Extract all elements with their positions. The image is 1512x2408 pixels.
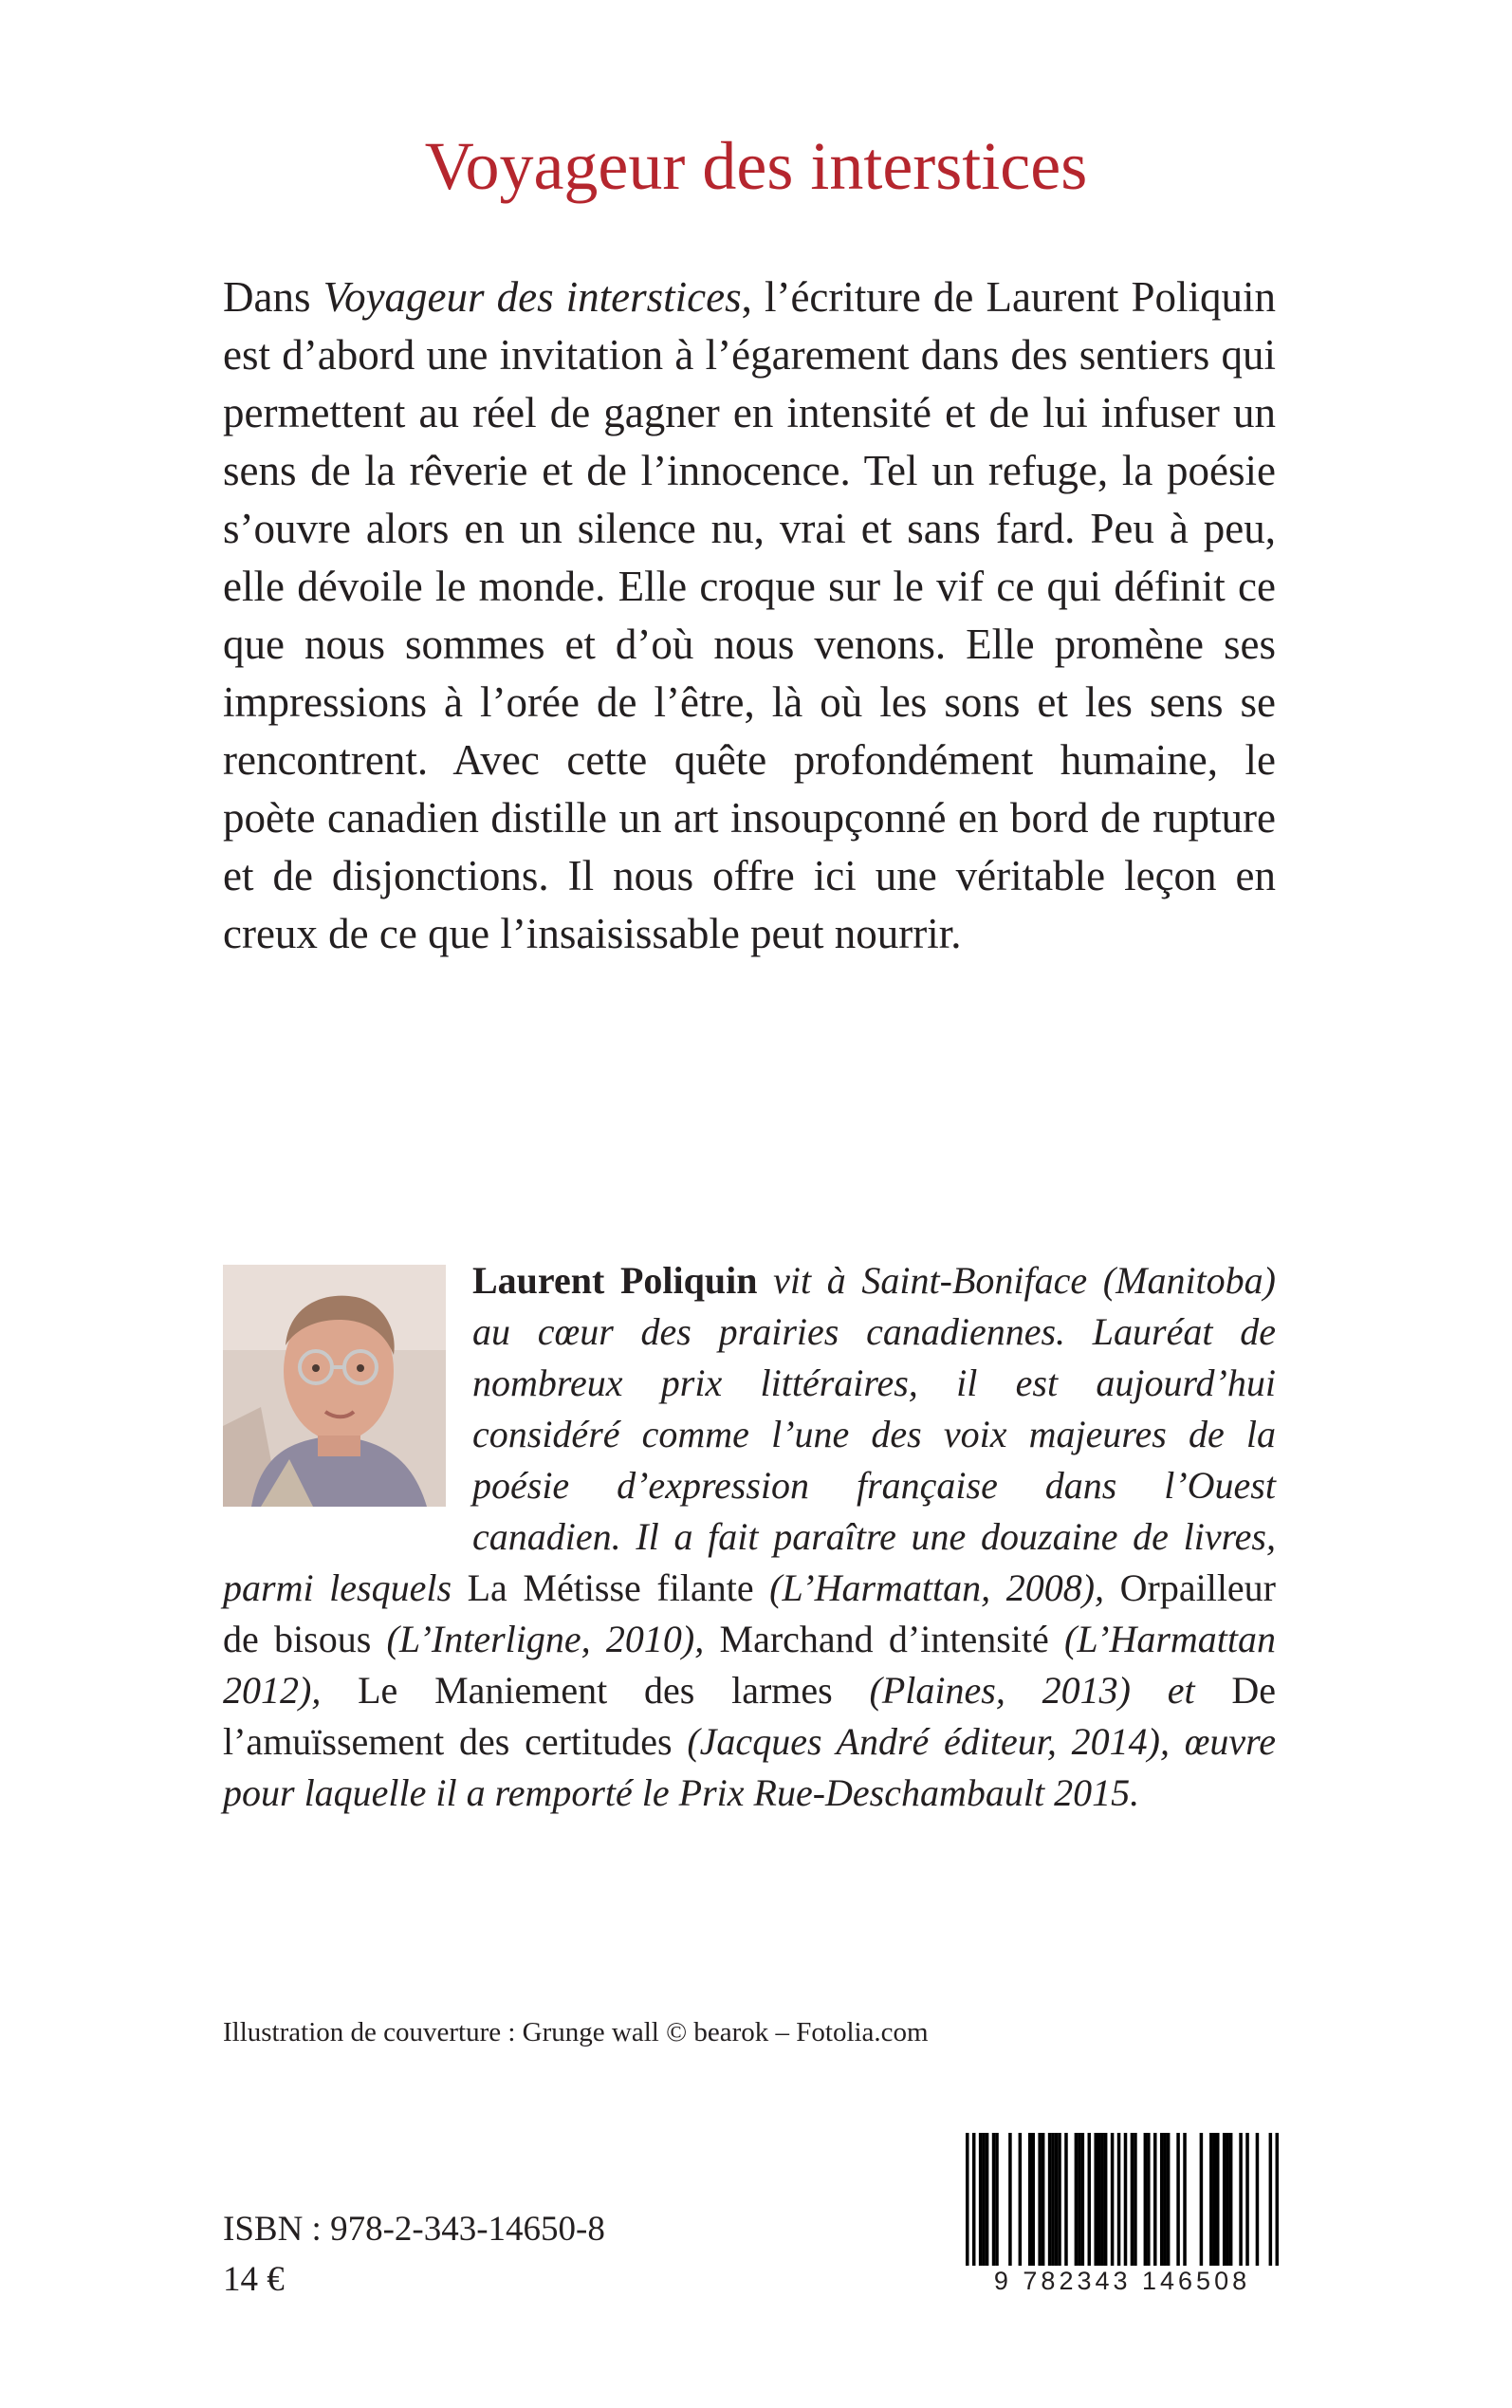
barcode-bar — [995, 2133, 999, 2266]
book-le-maniement-des-larmes: Le Maniement des larmes — [358, 1669, 833, 1712]
barcode-bar — [1229, 2133, 1233, 2266]
author-bio-text: vit à Saint-Boniface (Manitoba) au cœur des prairies canadiennes. Lauréat de nombreux prix littéraires, il est aujourd’hui considéré comme l’une des voix majeures de la poésie d’expression française dans l’Ouest canadien. Il a fait paraître une douzaine de livres, parmi lesquels — [223, 1259, 1276, 1609]
summary-text: , l’écriture de Laurent Poliquin est d’abord une invitation à l’égarement dans des sentiers qui permettent au réel de gagner en intensité et de lui infuser un sens de la rêverie et de l’innocence. Tel un refuge, la poésie s’ouvre alors en un silence nu, vrai et sans fard. Peu à peu, elle dévoile le monde. Elle croque sur le vif ce qui définit ce que nous sommes et d’où nous venons. Elle promène ses impressions à l’orée de l’être, là où les sons et les sens se rencontrent. Avec cette quête profondément humaine, le poète canadien distille un art insoupçonné en bord de rupture et de disjonctions. Il nous offre ici une véritable leçon en creux de ce que l’insaisissable peut nourrir. — [223, 273, 1276, 957]
barcode-bar — [1209, 2133, 1213, 2266]
barcode-bar — [1226, 2133, 1229, 2266]
barcode-bar — [1088, 2133, 1092, 2266]
book-marchand-d-intensite: Marchand d’intensité — [719, 1618, 1049, 1660]
barcode-bar — [1008, 2133, 1012, 2266]
isbn: ISBN : 978-2-343-14650-8 — [223, 2210, 605, 2249]
book-title: Voyageur des interstices — [424, 128, 1088, 204]
barcode-bar — [982, 2133, 986, 2266]
barcode-bar — [1153, 2133, 1157, 2266]
barcode-bar — [1167, 2133, 1171, 2266]
barcode-bar — [1276, 2133, 1279, 2266]
barcode-bar — [972, 2133, 976, 2266]
barcode-bar — [1269, 2133, 1273, 2266]
barcode-bar — [1163, 2133, 1167, 2266]
barcode-bar — [1216, 2133, 1220, 2266]
book-la-metisse-filante: La Métisse filante — [467, 1566, 754, 1609]
author-biography — [223, 1255, 1276, 1819]
barcode-bar — [979, 2133, 983, 2266]
barcode-bar — [986, 2133, 989, 2266]
barcode-bar — [1058, 2133, 1061, 2266]
barcode-bar — [1104, 2133, 1108, 2266]
barcode-bar — [1256, 2133, 1260, 2266]
barcode-bar — [1213, 2133, 1217, 2266]
barcode-bar — [1055, 2133, 1059, 2266]
barcode-digits: 9 782343 146508 — [993, 2267, 1251, 2295]
publisher-3: (L’Harmattan 2012), — [223, 1618, 1277, 1712]
back-cover-summary — [223, 269, 1276, 963]
publisher-4: (Plaines, 2013) et — [832, 1669, 1232, 1712]
barcode-bar — [1131, 2133, 1134, 2266]
book-de-l-amuissement-des-certitudes: De l’amuïssement des certitudes — [223, 1669, 1276, 1763]
barcode-bar — [1134, 2133, 1137, 2266]
barcode-bar — [1117, 2133, 1121, 2266]
cover-illustration-credit: Illustration de couverture : Grunge wall © bearok – Fotolia.com — [223, 2017, 929, 2047]
barcode-bar — [1048, 2133, 1052, 2266]
author-name: Laurent Poliquin — [472, 1259, 758, 1302]
barcode-bar — [1147, 2133, 1151, 2266]
barcode-bar — [1097, 2133, 1101, 2266]
barcode-bar — [1038, 2133, 1042, 2266]
barcode-bar — [1144, 2133, 1148, 2266]
publisher-2: (L’Interligne, 2010), — [371, 1618, 720, 1660]
publisher-5: (Jacques André éditeur, 2014), œuvre pour laquelle il a remporté le Prix Rue-Deschambault 2015. — [223, 1720, 1277, 1814]
book-orpailleur-de-bisous: Orpailleur de bisous — [223, 1566, 1276, 1660]
barcode-bar — [1176, 2133, 1180, 2266]
barcode-bar — [1245, 2133, 1249, 2266]
barcode-bar — [1223, 2133, 1226, 2266]
author-photo-image — [223, 1265, 446, 1507]
barcode-bar — [1100, 2133, 1104, 2266]
barcode-bar — [1183, 2133, 1187, 2266]
barcode-bar — [1075, 2133, 1079, 2266]
barcode-bar — [1019, 2133, 1023, 2266]
price: 14 € — [223, 2260, 285, 2299]
barcode-bar — [1200, 2133, 1204, 2266]
barcode-bar — [1028, 2133, 1032, 2266]
summary-book-title: Voyageur des interstices — [323, 273, 742, 321]
barcode-bar — [1042, 2133, 1045, 2266]
barcode-bar — [1111, 2133, 1115, 2266]
barcode-bar — [1160, 2133, 1164, 2266]
barcode-bar — [1031, 2133, 1035, 2266]
barcode-bar — [1094, 2133, 1097, 2266]
summary-intro: Dans — [223, 273, 323, 321]
barcode-bar — [1239, 2133, 1243, 2266]
barcode-bar — [966, 2133, 969, 2266]
barcode-bar — [1081, 2133, 1085, 2266]
barcode-bar — [1051, 2133, 1055, 2266]
barcode-bar — [1078, 2133, 1081, 2266]
publisher-1: (L’Harmattan, 2008), — [753, 1566, 1120, 1609]
author-photo — [223, 1265, 446, 1507]
barcode-bar — [1064, 2133, 1068, 2266]
barcode-bar — [1124, 2133, 1128, 2266]
barcode-bar — [992, 2133, 996, 2266]
barcode-bars — [966, 2133, 1279, 2266]
barcode — [966, 2133, 1279, 2299]
